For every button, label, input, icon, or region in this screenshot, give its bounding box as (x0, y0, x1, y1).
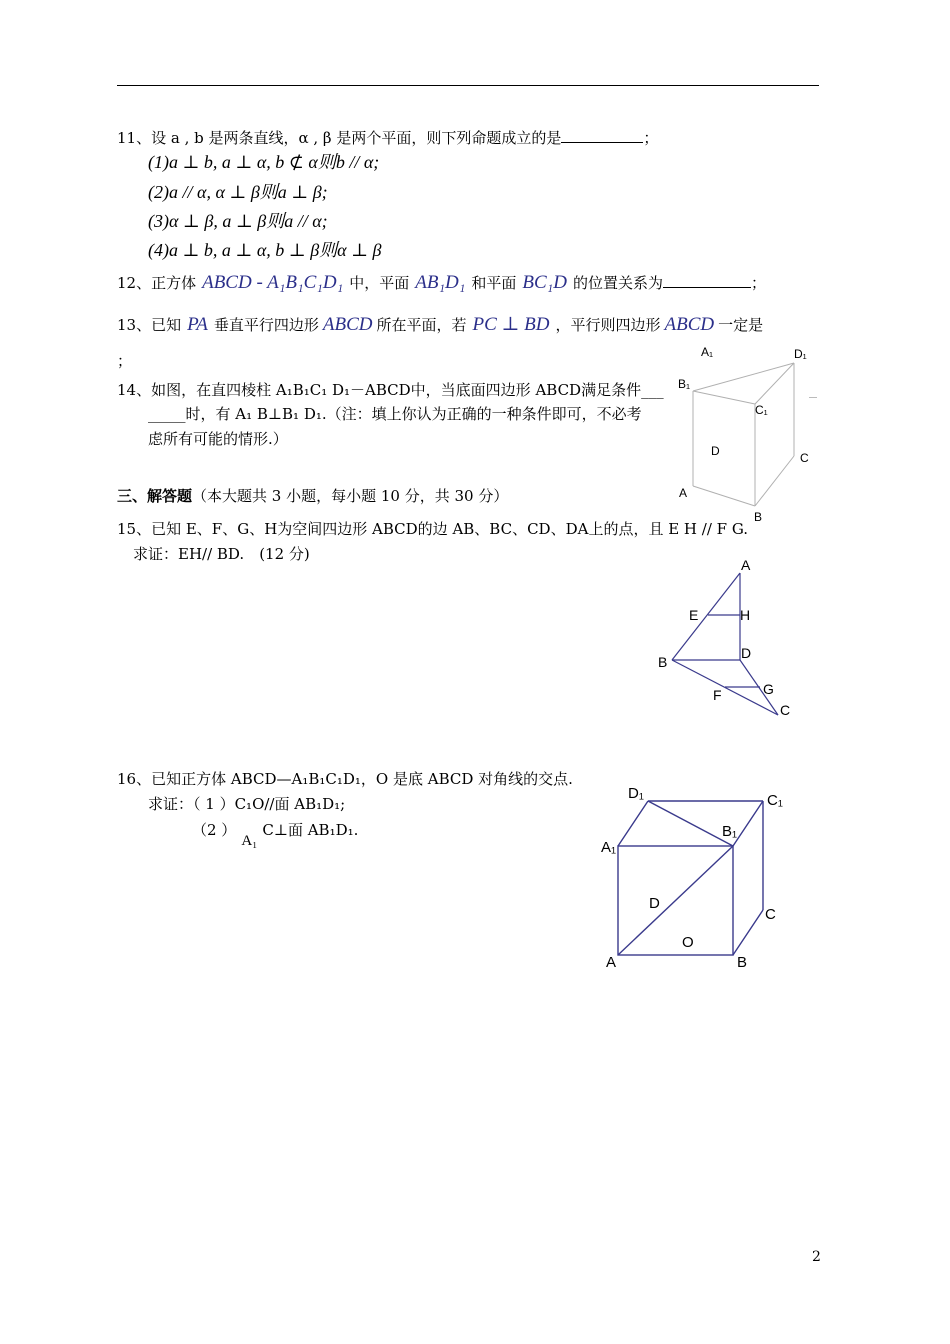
q12-prefix: 12、正方体 (117, 274, 197, 292)
q11-option-2: (2)a // α, α ⊥ β则a ⊥ β; (148, 182, 328, 202)
q13-line (117, 311, 763, 339)
q13-abcd1: ABCD (322, 314, 373, 335)
q12-plane1: AB₁D₁ (415, 272, 466, 293)
q11-stem (117, 127, 658, 148)
section3-note: （本大题共 3 小题，每小题 10 分，共 30 分） (192, 487, 509, 505)
q14-edge-b-c (755, 456, 794, 506)
q15-line1: 15、已知 E、F、G、H为空间四边形 ABCD的边 AB、BC、CD、DA上的点，且 E H // F G. (117, 520, 749, 538)
q16-line3 (192, 820, 359, 849)
q16-label-o: O (682, 934, 694, 951)
section3-header (117, 486, 508, 506)
q14-label-b1: B₁ (678, 377, 691, 391)
q13-suffix: 一定是 (718, 316, 764, 334)
q14-line2: _____时，有 A₁ B⊥B₁ D₁.（注：填上你认为正确的一种条件即可，不必考 (148, 405, 642, 423)
q12-line (117, 268, 766, 298)
q13-mid2: 所在平面，若 (376, 316, 467, 334)
q15-label-c: C (780, 702, 791, 718)
q12-cube: ABCD - A₁B₁C₁D₁ (202, 272, 344, 293)
q13-line2: ； (117, 352, 133, 370)
q11-option-1: (1)a ⊥ b, a ⊥ α, b ⊄ α则b // α; (148, 152, 380, 172)
header-rule (117, 85, 819, 86)
q15-quadrilateral-figure (650, 555, 810, 725)
q15-line2: 求证：EH// BD. (12 分) (133, 545, 310, 563)
q11-stem-end: ； (643, 129, 659, 147)
q14-line3: 虑所有可能的情形.） (148, 430, 288, 448)
page-number: 2 (812, 1249, 821, 1265)
q14-label-b: B (754, 510, 763, 524)
q11-option-4: (4)a ⊥ b, a ⊥ α, b ⊥ β则α ⊥ β (148, 240, 382, 260)
q15-label-h: H (740, 607, 751, 623)
q16-label-c1: C₁ (767, 792, 783, 809)
q14-edge-b1-d1 (693, 363, 794, 391)
q16-label-d: D (649, 895, 660, 912)
q16-cube-figure (595, 778, 795, 973)
q13-mid1: 垂直平行四边形 (213, 316, 319, 334)
q16-label-a: A (606, 954, 617, 971)
q12-answer-blank[interactable] (663, 272, 751, 288)
q12-and: 和平面 (471, 274, 517, 292)
q14-label-c: C (800, 451, 809, 465)
q14-label-d: D (711, 444, 720, 458)
q12-mid: 中，平面 (349, 274, 410, 292)
q13-condition: PC ⊥ BD (472, 314, 550, 335)
q15-label-g: G (763, 681, 774, 697)
q16-diagonal-a-b1 (618, 846, 733, 955)
q15-label-e: E (689, 607, 699, 623)
q16-line3-prefix: （2 ） (192, 821, 237, 839)
q15-label-d: D (741, 645, 752, 661)
q16-line3-suffix: C⊥面 AB₁D₁. (262, 821, 359, 839)
section3-title: 三、解答题 (117, 487, 193, 505)
q14-edge-c1-d1 (755, 363, 794, 404)
q16-line3-a1: A₁ (241, 833, 258, 849)
q14-line1: 14、如图，在直四棱柱 A₁B₁C₁ D₁－ABCD中，当底面四边形 ABCD满足条件___ (117, 381, 664, 399)
q12-plane2: BC₁D (522, 272, 568, 293)
q11-stem-text: 11、设 a , b 是两条直线，α , β 是两个平面，则下列命题成立的是 (117, 129, 562, 147)
q13-mid3: ，平行则四边形 (555, 316, 661, 334)
q16-label-c: C (765, 906, 776, 923)
q14-label-a1: A₁ (701, 345, 714, 359)
q14-label-c1: C₁ (755, 403, 768, 417)
q11-answer-blank[interactable] (561, 127, 643, 143)
q15-label-a: A (741, 557, 751, 573)
q15-edge-a-b (672, 573, 740, 660)
q12-suffix: 的位置关系为 (573, 274, 664, 292)
q14-edge-a-b (693, 486, 755, 506)
q14-stray-mark (809, 397, 817, 398)
q16-label-b1: B₁ (722, 823, 738, 840)
q16-line1: 16、已知正方体 ABCD—A₁B₁C₁D₁，O 是底 ABCD 对角线的交点. (117, 770, 573, 788)
q14-edge-b1-c1 (693, 391, 755, 404)
q14-prism-figure (670, 338, 820, 528)
q16-edge-b-c (733, 910, 763, 955)
q14-label-d1: D₁ (794, 347, 807, 361)
q16-edge-a1-d1 (618, 801, 648, 846)
q15-label-b: B (658, 654, 668, 670)
q12-end: ； (751, 274, 767, 292)
q16-diagonal-d1-b1 (648, 801, 733, 846)
q16-line2: 求证：（ 1 ）C₁O//面 AB₁D₁; (148, 795, 346, 813)
q16-label-d1: D₁ (628, 785, 644, 802)
q16-label-a1: A₁ (601, 839, 617, 856)
q15-label-f: F (713, 687, 722, 703)
q16-edge-b1-c1 (733, 801, 763, 846)
q16-label-b: B (737, 954, 748, 971)
q11-option-3: (3)α ⊥ β, a ⊥ β则a // α; (148, 211, 328, 231)
q13-pa: PA (187, 314, 208, 335)
q14-label-a: A (679, 486, 688, 500)
q13-prefix: 13、已知 (117, 316, 182, 334)
q13-abcd2: ABCD (664, 314, 715, 335)
